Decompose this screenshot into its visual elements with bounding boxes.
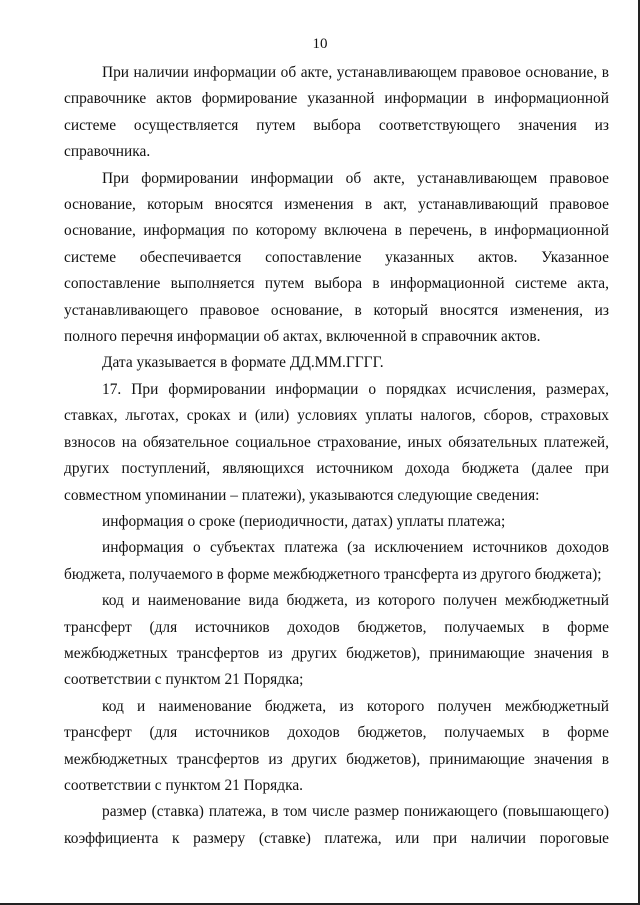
paragraph: код и наименование бюджета, из которого получен межбюджетный трансферт (для источников доходов бюджетов, получаемых в форме межбюджетных трансфертов из других бюджетов), принимающие значения в соответствии с пунктом 21 Порядка. — [64, 697, 609, 794]
paragraph: 17. При формировании информации о порядках исчисления, размерах, ставках, льготах, сроках и (или) условиях уплаты налогов, сборов, страховых взносов на обязательное социальное страхование, иных обязательных платежей, других поступлений, являющихся источником дохода бюджета (далее при совместном упоминании – платежи), указываются следующие сведения: — [64, 380, 609, 504]
paragraph: При формировании информации об акте, устанавливающем правовое основание, которым вносятся изменения в акт, устанавливающий правовое основание, информация по которому включена в перечень, в информационной системе обеспечивается сопоставление указанных актов. Указанное сопоставление выполняется путем выбора в информационной системе акта, устанавливающего правовое основание, в который вносятся изменения, из полного перечня информации об актах, включенной в справочник актов. — [64, 169, 609, 346]
paragraph: код и наименование вида бюджета, из которого получен межбюджетный трансферт (для источников доходов бюджетов, получаемых в форме межбюджетных трансфертов из других бюджетов), принимающие значения в соответствии с пунктом 21 Порядка; — [64, 592, 609, 689]
document-body — [64, 60, 609, 852]
paragraph: Дата указывается в формате ДД.ММ.ГГГГ. — [102, 354, 384, 372]
paragraph: информация о сроке (периодичности, датах) уплаты платежа; — [102, 512, 506, 530]
page-number: 10 — [312, 36, 328, 52]
paragraph: информация о субъектах платежа (за исключением источников доходов бюджета, получаемого в форме межбюджетного трансферта из другого бюджета); — [64, 539, 609, 583]
paragraph: размер (ставка) платежа, в том числе размер понижающего (повышающего) коэффициента к размеру (ставке) платежа, или при наличии пороговые — [64, 803, 609, 847]
paragraph: При наличии информации об акте, устанавливающем правовое основание, в справочнике актов формирование указанной информации в информационной системе осуществляется путем выбора соответствующего значения из справочника. — [64, 64, 609, 161]
